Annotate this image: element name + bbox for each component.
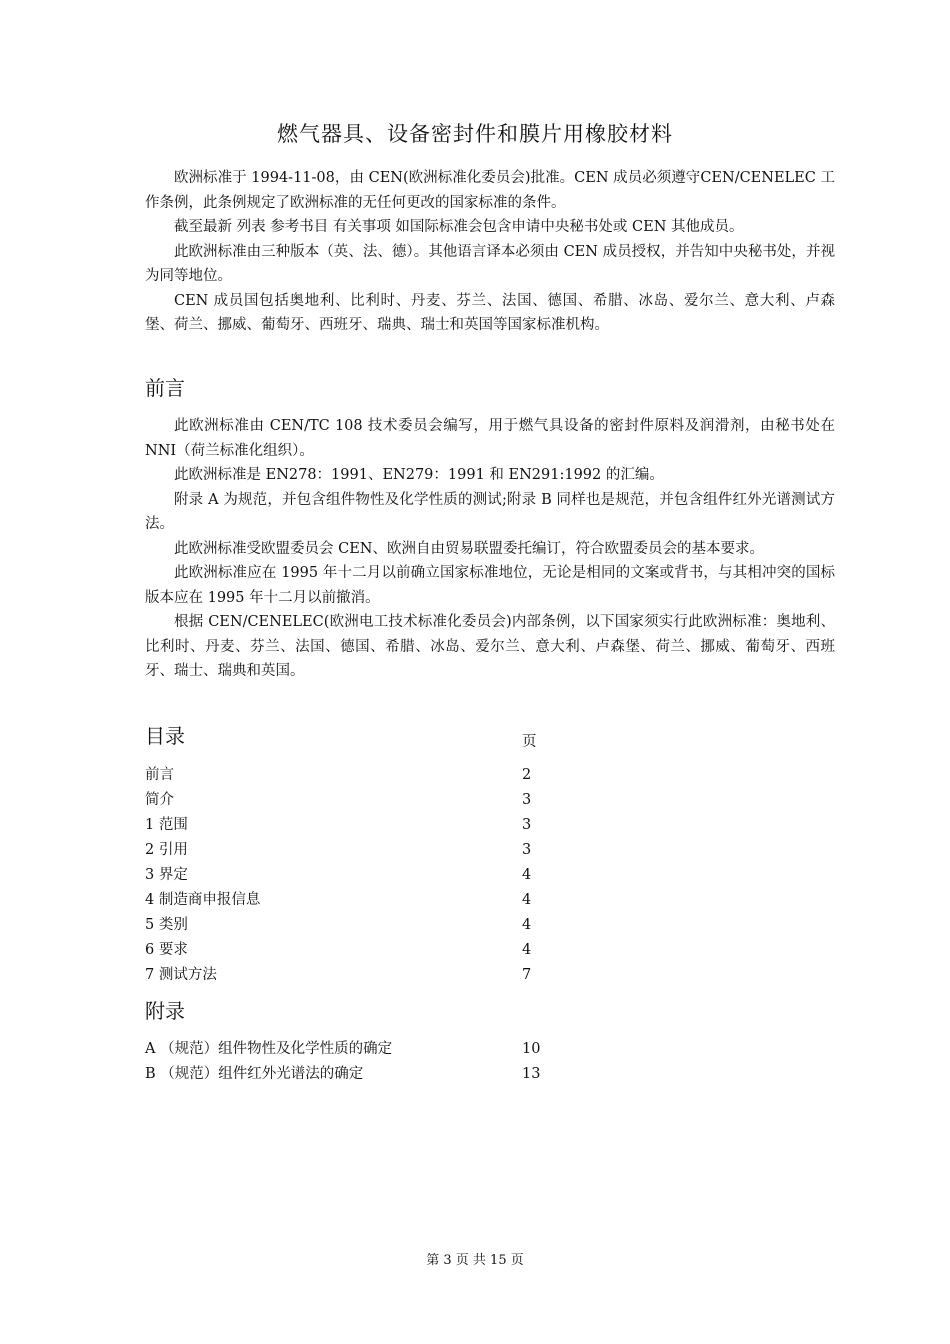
toc-item-page: 4 — [522, 942, 532, 958]
toc-item-label: 6 要求 — [145, 942, 188, 958]
appendix-list — [145, 1037, 565, 1087]
foreword-heading: 前言 — [145, 376, 185, 400]
toc-item[interactable] — [145, 838, 565, 863]
toc-item[interactable] — [145, 888, 565, 913]
toc-item-page: 7 — [522, 967, 532, 983]
toc-item-page: 4 — [522, 867, 532, 883]
appendix-item-label: A （规范）组件物性及化学性质的确定 — [145, 1041, 393, 1057]
foreword-paragraph: 附录 A 为规范，并包含组件物性及化学性质的测试;附录 B 同样也是规范，并包含组件红外光谱测试方法。 — [145, 491, 835, 532]
toc-item[interactable] — [145, 913, 565, 938]
toc-item-label: 7 测试方法 — [145, 967, 217, 983]
toc-item[interactable] — [145, 863, 565, 888]
toc-item-label: 4 制造商申报信息 — [145, 892, 261, 908]
document-title: 燃气器具、设备密封件和膜片用橡胶材料 — [277, 122, 673, 146]
appendix-item[interactable] — [145, 1037, 565, 1062]
toc-item-page: 4 — [522, 917, 532, 933]
foreword-paragraph: 此欧洲标准受欧盟委员会 CEN、欧洲自由贸易联盟委托编订，符合欧盟委员会的基本要求。 — [174, 540, 764, 557]
intro-paragraph: CEN 成员国包括奥地利、比利时、丹麦、芬兰、法国、德国、希腊、冰岛、爱尔兰、意大利、卢森堡、荷兰、挪威、葡萄牙、西班牙、瑞典、瑞士和英国等国家标准机构。 — [145, 292, 835, 333]
appendix-item-page: 10 — [522, 1041, 541, 1057]
foreword-paragraph: 根据 CEN/CENELEC(欧洲电工技术标准化委员会)内部条例，以下国家须实行此欧洲标准：奥地利、比利时、丹麦、芬兰、法国、德国、希腊、冰岛、爱尔兰、意大利、卢森堡、荷兰、挪威、葡萄牙、西班牙、瑞士、瑞典和英国。 — [145, 614, 835, 679]
toc-item-page: 3 — [522, 842, 532, 858]
toc-item[interactable] — [145, 763, 565, 788]
toc-item[interactable] — [145, 813, 565, 838]
intro-paragraph: 此欧洲标准由三种版本（英、法、德）。其他语言译本必须由 CEN 成员授权，并告知中央秘书处，并视为同等地位。 — [145, 243, 835, 284]
appendix-item-page: 13 — [522, 1066, 541, 1082]
appendix-heading: 附录 — [145, 999, 185, 1023]
toc-item-page: 3 — [522, 792, 532, 808]
foreword-paragraph: 此欧洲标准由 CEN/TC 108 技术委员会编写，用于燃气具设备的密封件原料及润滑剂，由秘书处在 NNI（荷兰标准化组织）。 — [145, 418, 835, 459]
toc-item-page: 3 — [522, 817, 532, 833]
toc-item-label: 简介 — [145, 792, 174, 808]
appendix-item[interactable] — [145, 1062, 565, 1087]
toc-item[interactable] — [145, 963, 565, 988]
toc-item-label: 5 类别 — [145, 917, 188, 933]
toc-heading: 目录 — [145, 724, 185, 748]
toc-item-label: 3 界定 — [145, 867, 188, 883]
foreword-section — [145, 414, 835, 684]
toc-item-label: 1 范围 — [145, 817, 188, 833]
toc-item[interactable] — [145, 938, 565, 963]
toc-item-label: 前言 — [145, 767, 174, 783]
intro-paragraph: 截至最新 列表 参考书目 有关事项 如国际标准会包含申请中央秘书处或 CEN 其他成员。 — [174, 219, 744, 235]
intro-paragraph: 欧洲标准于 1994-11-08，由 CEN(欧洲标准化委员会)批准。CEN 成员必须遵守CEN/CENELEC 工作条例，此条例规定了欧洲标准的无任何更改的国家标准的条件。 — [145, 170, 835, 211]
toc-item[interactable] — [145, 788, 565, 813]
intro-section — [145, 166, 835, 338]
appendix-item-label: B （规范）组件红外光谱法的确定 — [145, 1066, 364, 1082]
toc-item-page: 4 — [522, 892, 532, 908]
foreword-paragraph: 此欧洲标准是 EN278：1991、EN279：1991 和 EN291:1992 的汇编。 — [174, 467, 664, 483]
toc-item-label: 2 引用 — [145, 842, 188, 858]
page-footer: 第 3 页 共 15 页 — [426, 1253, 524, 1268]
toc-list — [145, 763, 565, 988]
toc-item-page: 2 — [522, 767, 532, 783]
foreword-paragraph: 此欧洲标准应在 1995 年十二月以前确立国家标准地位，无论是相同的文案或背书，与其相冲突的国标版本应在 1995 年十二月以前撤消。 — [145, 565, 835, 606]
toc-page-column-label: 页 — [522, 734, 537, 750]
